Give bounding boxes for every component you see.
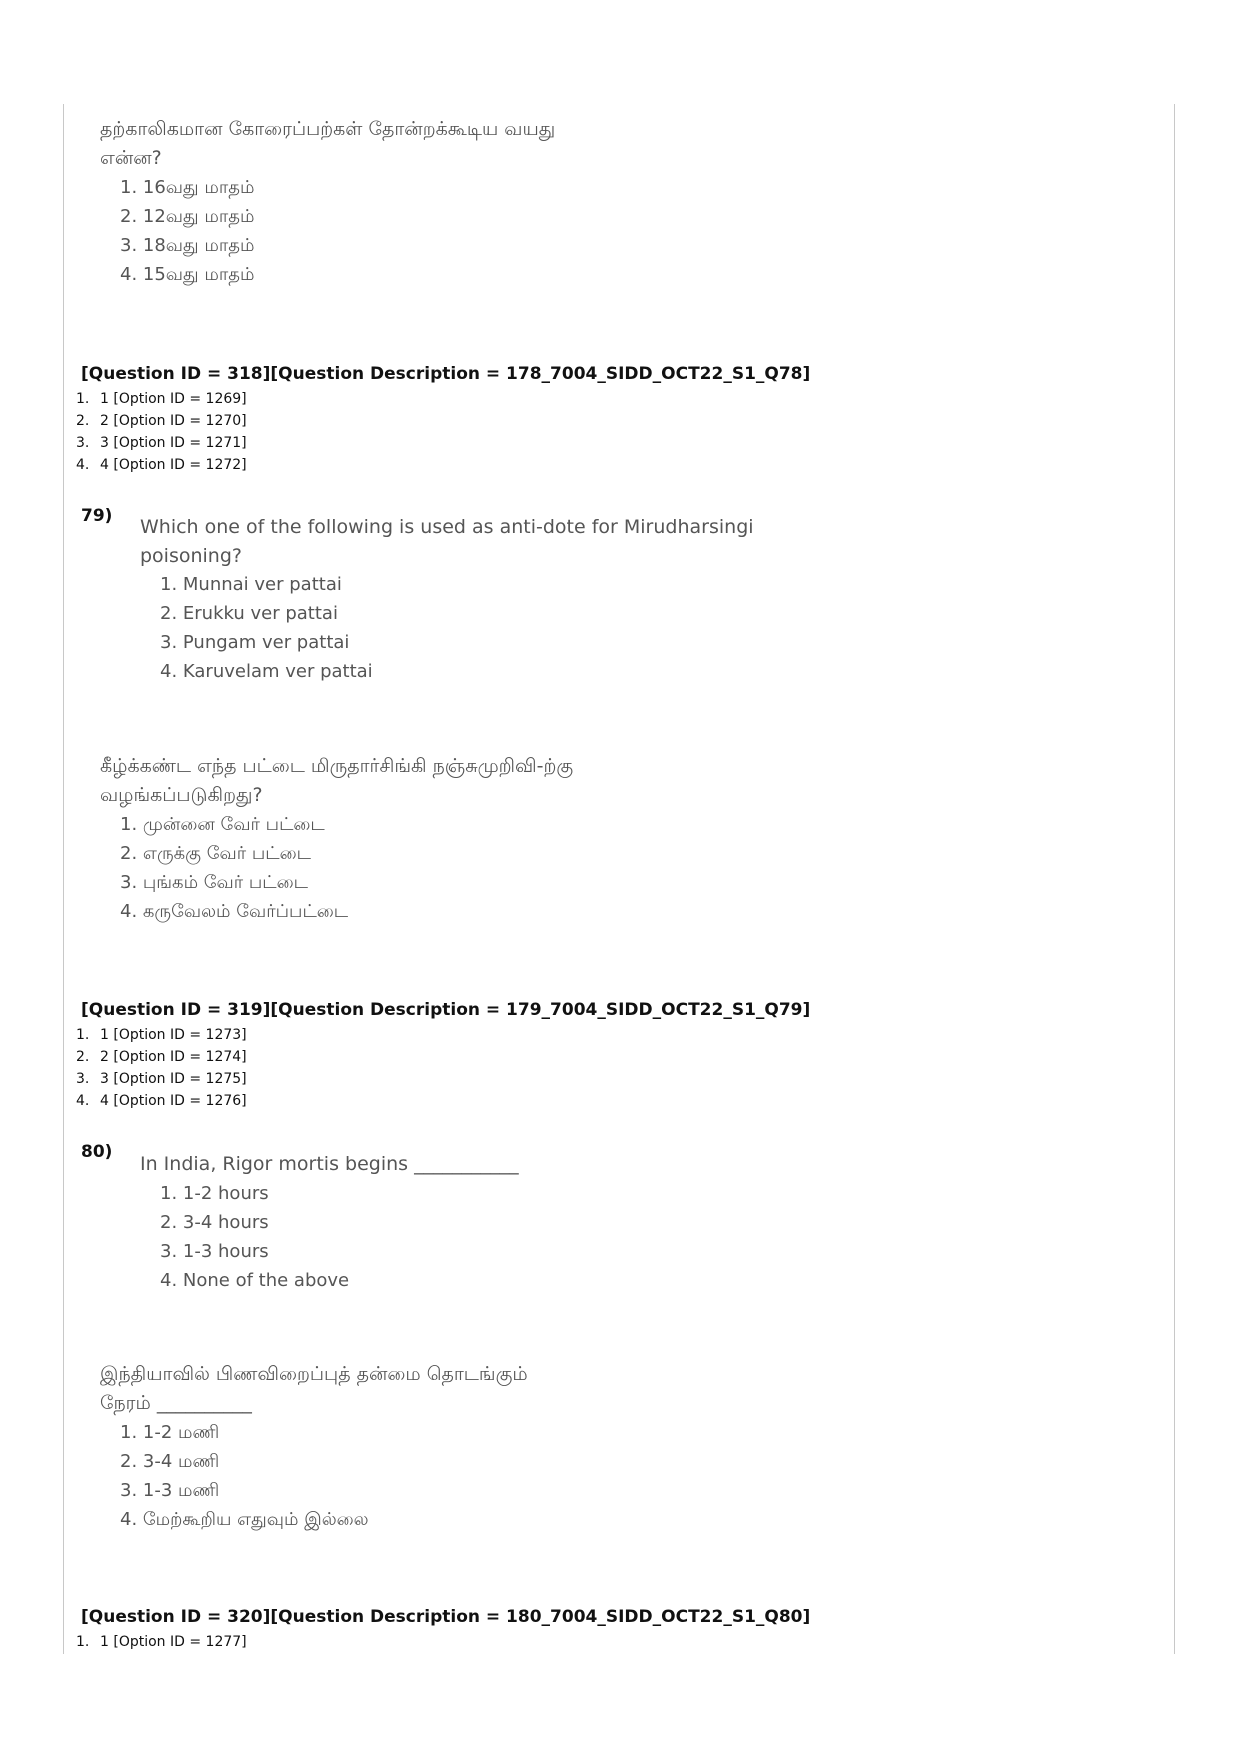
question-meta-header: [Question ID = 320][Question Description = 180_7004_SIDD_OCT22_S1_Q80] <box>81 1607 811 1627</box>
meta-option <box>76 1631 247 1653</box>
option-item: 3. புங்கம் வேர் பட்டை <box>120 872 308 893</box>
meta-option-text: 2 [Option ID = 1274] <box>100 1049 247 1065</box>
option-item: 2. எருக்கு வேர் பட்டை <box>120 843 311 864</box>
meta-option-number: 1. <box>76 1634 90 1650</box>
meta-option-text: 2 [Option ID = 1270] <box>100 413 247 429</box>
question-meta-options <box>76 1631 247 1653</box>
meta-option-number: 2. <box>76 1049 90 1065</box>
meta-option-text: 3 [Option ID = 1275] <box>100 1071 247 1087</box>
option-item: 1. முன்னை வேர் பட்டை <box>120 814 325 835</box>
meta-option-number: 1. <box>76 391 90 407</box>
option-item: 4. கருவேலம் வேர்ப்பட்டை <box>120 901 349 922</box>
option-item: 3. Pungam ver pattai <box>160 632 350 653</box>
q80-en-options <box>160 1179 349 1295</box>
question-line: கீழ்க்கண்ட எந்த பட்டை மிருதார்சிங்கி நஞ்சுமுறிவி-ற்கு <box>100 755 574 777</box>
q79-ta-question <box>100 752 573 810</box>
q79-en-question <box>140 513 754 571</box>
question-number: 79) <box>81 506 113 526</box>
option-item: 1. Munnai ver pattai <box>160 574 342 595</box>
question-meta-options <box>76 1024 247 1112</box>
question-line: இந்தியாவில் பிணவிறைப்புத் தன்மை தொடங்கும் <box>100 1363 528 1385</box>
option-item: 1. 16வது மாதம் <box>120 177 255 198</box>
meta-option-number: 3. <box>76 435 90 451</box>
meta-option-number: 3. <box>76 1071 90 1087</box>
q79-en-options <box>160 570 373 686</box>
meta-option <box>76 388 247 410</box>
option-item: 1. 1-2 மணி <box>120 1422 220 1443</box>
meta-option-text: 3 [Option ID = 1271] <box>100 435 247 451</box>
question-line: வழங்கப்படுகிறது? <box>100 784 263 806</box>
meta-option-text: 1 [Option ID = 1273] <box>100 1027 247 1043</box>
question-line: என்ன? <box>100 147 162 169</box>
meta-option <box>76 1024 247 1046</box>
option-item: 4. None of the above <box>160 1270 350 1291</box>
option-item: 3. 1-3 hours <box>160 1241 269 1262</box>
question-line: poisoning? <box>140 545 242 567</box>
option-item: 1. 1-2 hours <box>160 1183 269 1204</box>
q78-ta-question <box>100 115 555 173</box>
meta-option-number: 1. <box>76 1027 90 1043</box>
meta-option <box>76 1046 247 1068</box>
option-item: 3. 18வது மாதம் <box>120 235 255 256</box>
left-border-line <box>63 104 64 1654</box>
meta-option-number: 4. <box>76 457 90 473</box>
option-item: 4. Karuvelam ver pattai <box>160 661 373 682</box>
option-item: 2. 12வது மாதம் <box>120 206 255 227</box>
option-item: 2. 3-4 hours <box>160 1212 269 1233</box>
question-line: நேரம் __________ <box>100 1392 252 1414</box>
option-item: 4. மேற்கூறிய எதுவும் இல்லை <box>120 1509 369 1530</box>
meta-option-text: 1 [Option ID = 1277] <box>100 1634 247 1650</box>
q79-ta-options <box>120 810 348 926</box>
question-meta-header: [Question ID = 318][Question Description = 178_7004_SIDD_OCT22_S1_Q78] <box>81 364 811 384</box>
q80-ta-question <box>100 1360 528 1418</box>
option-item: 3. 1-3 மணி <box>120 1480 220 1501</box>
meta-option <box>76 454 247 476</box>
option-item: 4. 15வது மாதம் <box>120 264 255 285</box>
question-meta-options <box>76 388 247 476</box>
meta-option-number: 4. <box>76 1093 90 1109</box>
q80-en-question: In India, Rigor mortis begins ___________ <box>140 1153 519 1175</box>
meta-option-text: 4 [Option ID = 1272] <box>100 457 247 473</box>
right-border-line <box>1174 104 1175 1654</box>
meta-option-text: 1 [Option ID = 1269] <box>100 391 247 407</box>
question-number: 80) <box>81 1142 113 1162</box>
question-meta-header: [Question ID = 319][Question Description = 179_7004_SIDD_OCT22_S1_Q79] <box>81 1000 811 1020</box>
q78-ta-options <box>120 173 254 289</box>
q80-ta-options <box>120 1418 369 1534</box>
meta-option <box>76 410 247 432</box>
meta-option-text: 4 [Option ID = 1276] <box>100 1093 247 1109</box>
question-line: தற்காலிகமான கோரைப்பற்கள் தோன்றக்கூடிய வயது <box>100 118 556 140</box>
question-line: Which one of the following is used as anti-dote for Mirudharsingi <box>140 516 754 538</box>
meta-option <box>76 1090 247 1112</box>
meta-option <box>76 1068 247 1090</box>
option-item: 2. 3-4 மணி <box>120 1451 220 1472</box>
option-item: 2. Erukku ver pattai <box>160 603 338 624</box>
meta-option <box>76 432 247 454</box>
meta-option-number: 2. <box>76 413 90 429</box>
